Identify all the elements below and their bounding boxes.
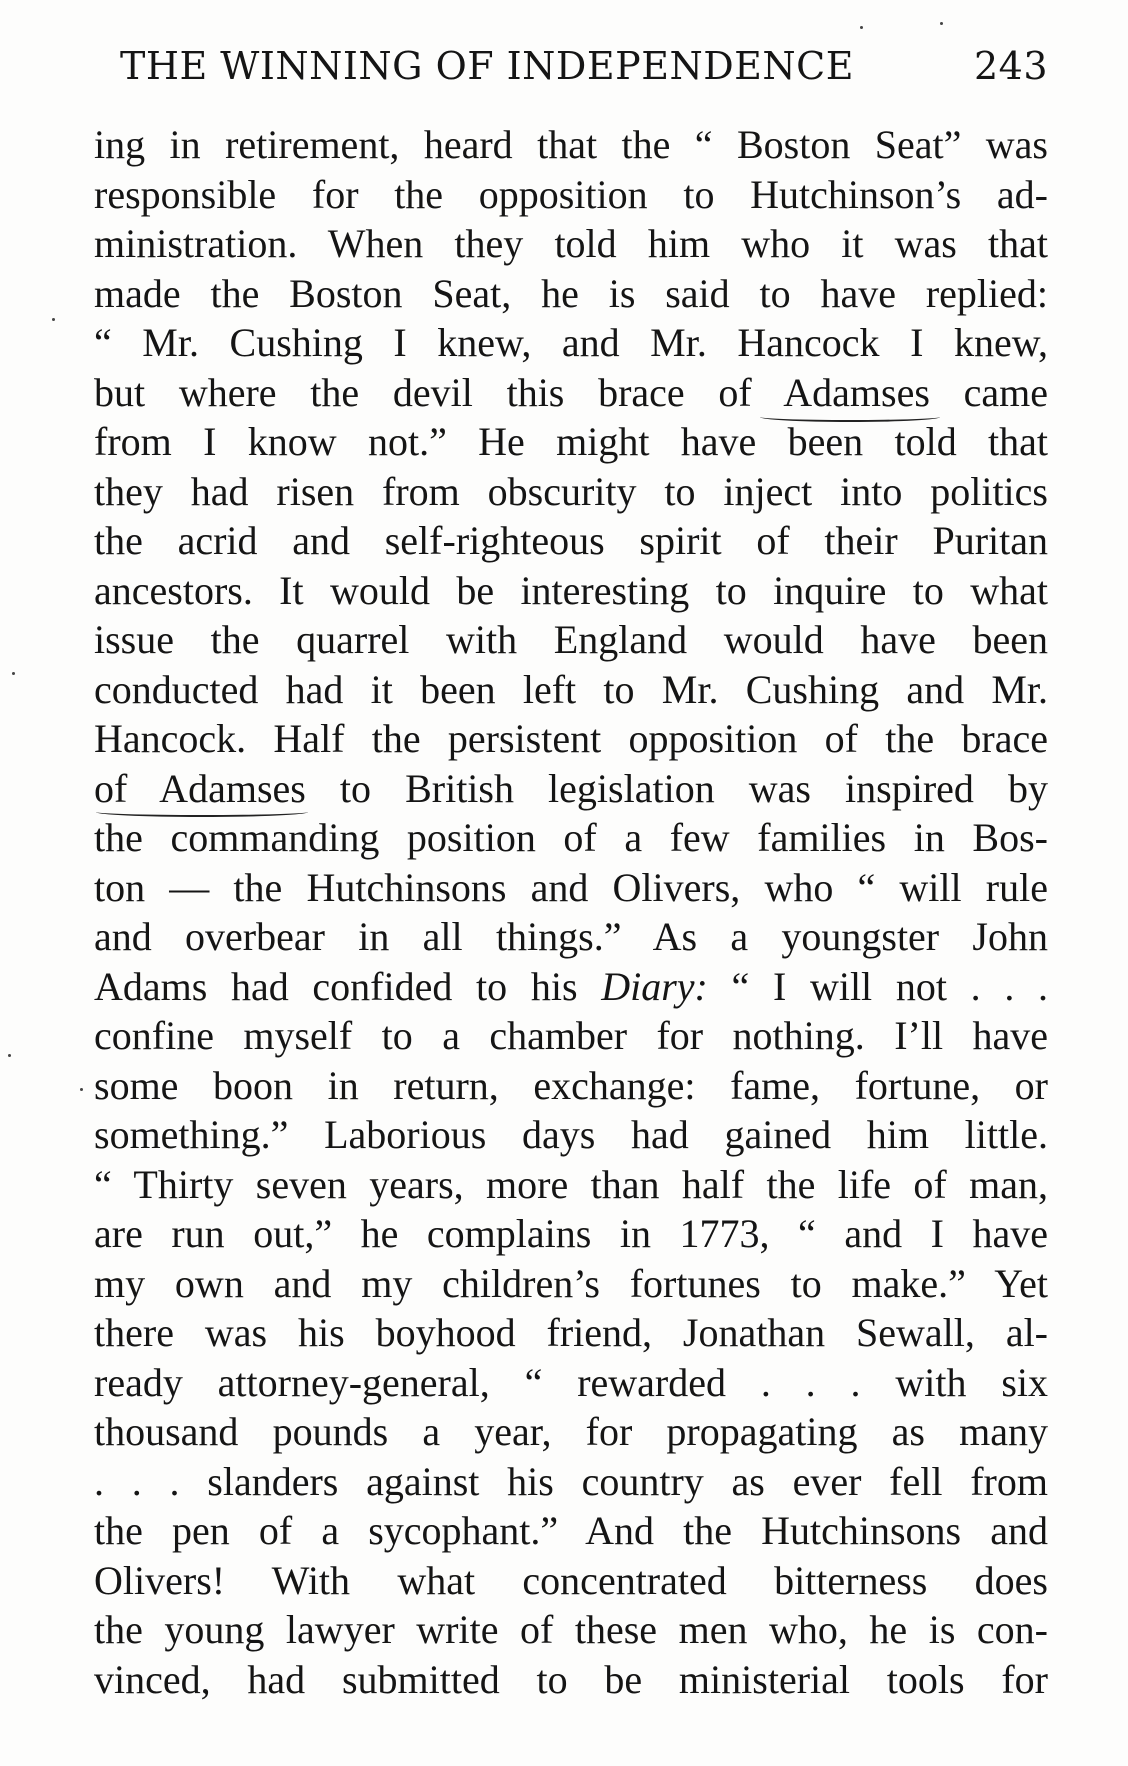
- scan-speck: [12, 672, 15, 675]
- scan-speck: [80, 1088, 83, 1091]
- text-line: ton — the Hutchinsons and Olivers, who “ will rule: [94, 864, 1048, 910]
- text-segment: “ I will not . . .: [707, 963, 1048, 1009]
- pencil-underline-mark: [760, 412, 940, 422]
- text-line: the pen of a sycophant.” And the Hutchinsons and: [94, 1508, 1048, 1553]
- text-line: “ Thirty seven years, more than half the life of man,: [94, 1161, 1048, 1207]
- text-line: ing in retirement, heard that the “ Boston Seat” was: [94, 122, 1048, 167]
- text-line: ancestors. It would be interesting to inquire to what: [94, 567, 1048, 613]
- text-line: the commanding position of a few families in Bos-: [94, 815, 1048, 860]
- text-line: the young lawyer write of these men who, he is con-: [94, 1607, 1048, 1652]
- text-line: are run out,” he complains in 1773, “ and I have: [94, 1211, 1048, 1256]
- text-line: issue the quarrel with England would have been: [94, 617, 1048, 662]
- text-line: . . . slanders against his country as ever fell from: [94, 1458, 1048, 1504]
- text-line: Olivers! With what concentrated bitterness does: [94, 1557, 1048, 1603]
- page-number: 243: [973, 44, 1048, 88]
- pencil-underline-mark: [96, 807, 308, 817]
- text-line: something.” Laborious days had gained him little.: [94, 1112, 1048, 1157]
- text-line: made the Boston Seat, he is said to have replied:: [94, 270, 1048, 316]
- body-text: [94, 120, 1048, 1704]
- text-line: ministration. When they told him who it was that: [94, 221, 1048, 266]
- running-head-title: THE WINNING OF INDEPENDENCE: [120, 44, 854, 88]
- text-line: thousand pounds a year, for propagating as many: [94, 1409, 1048, 1454]
- text-line: conducted had it been left to Mr. Cushing and Mr.: [94, 666, 1048, 712]
- text-segment: Adams had confided to his: [94, 963, 602, 1009]
- scan-speck: [8, 1054, 11, 1057]
- text-line: but where the devil this brace of Adamses came: [94, 369, 1048, 415]
- text-line: there was his boyhood friend, Jonathan Sewall, al-: [94, 1310, 1048, 1355]
- running-head: [120, 44, 1048, 94]
- text-line: from I know not.” He might have been told that: [94, 419, 1048, 464]
- text-line: some boon in return, exchange: fame, fortune, or: [94, 1062, 1048, 1108]
- text-line: Hancock. Half the persistent opposition of the brace: [94, 716, 1048, 761]
- text-line: confine myself to a chamber for nothing. I’ll have: [94, 1013, 1048, 1058]
- text-line: and overbear in all things.” As a youngster John: [94, 914, 1048, 959]
- scan-speck: [860, 26, 863, 29]
- text-line: the acrid and self-righteous spirit of their Puritan: [94, 518, 1048, 563]
- text-line: of Adamses to British legislation was inspired by: [94, 765, 1048, 811]
- text-line: they had risen from obscurity to inject into politics: [94, 468, 1048, 514]
- text-line-with-italic: [94, 962, 1048, 1012]
- scan-speck: [940, 22, 943, 25]
- italic-title: Diary:: [601, 963, 708, 1009]
- text-line: responsible for the opposition to Hutchinson’s ad-: [94, 171, 1048, 217]
- text-line: ready attorney-general, “ rewarded . . . with six: [94, 1359, 1048, 1405]
- text-line: my own and my children’s fortunes to make.” Yet: [94, 1260, 1048, 1306]
- scan-speck: [52, 318, 55, 321]
- text-line: vinced, had submitted to be ministerial tools for: [94, 1656, 1048, 1702]
- text-line: “ Mr. Cushing I knew, and Mr. Hancock I knew,: [94, 320, 1048, 365]
